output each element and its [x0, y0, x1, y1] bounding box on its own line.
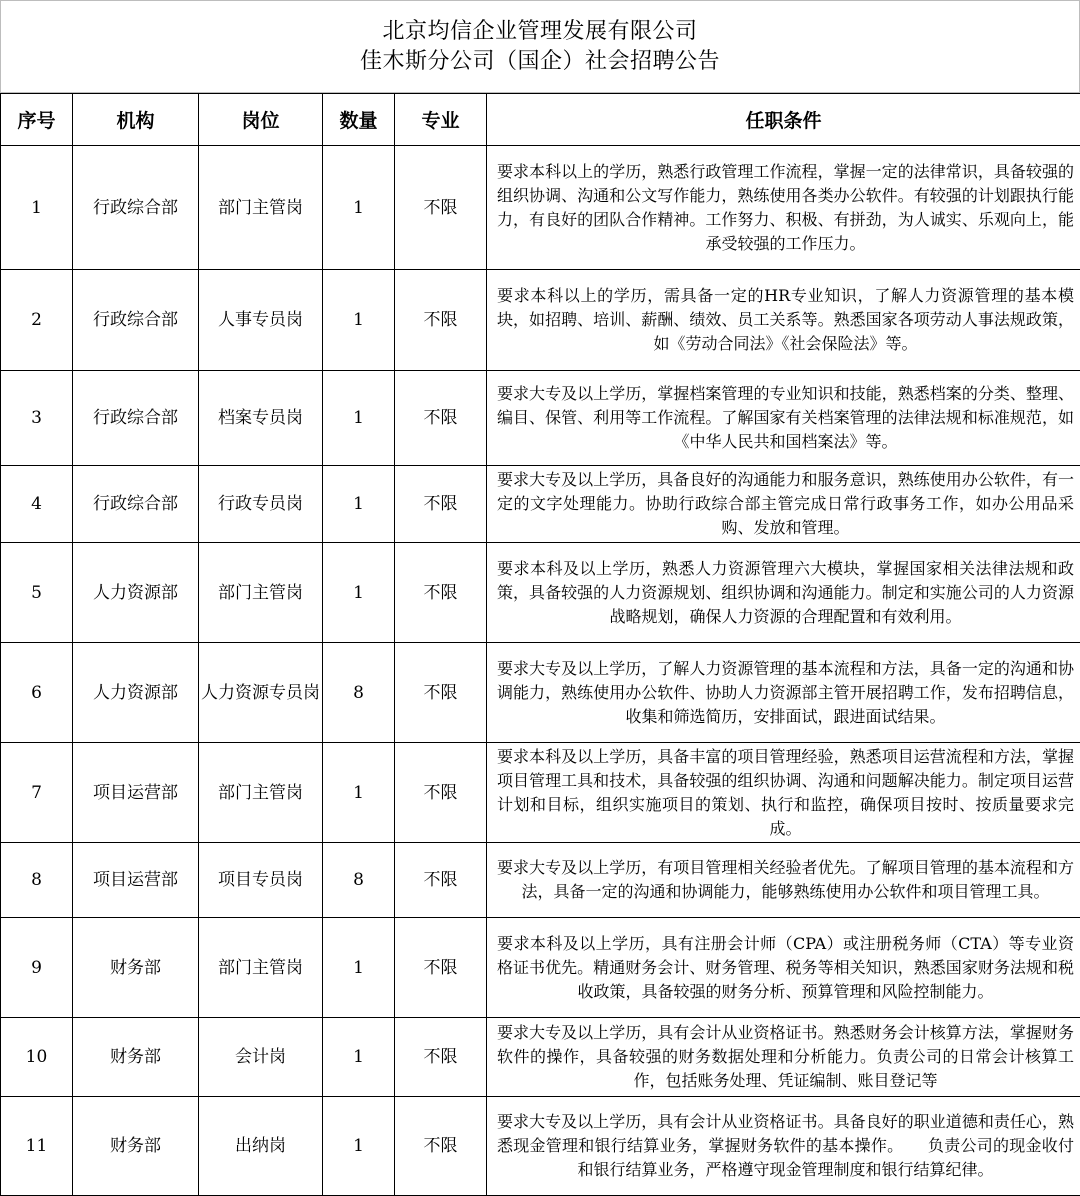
positions-table — [0, 93, 1080, 1196]
row-headcount: 1 — [323, 270, 395, 371]
row-major: 不限 — [395, 843, 487, 918]
row-headcount: 8 — [323, 643, 395, 743]
row-requirements: 要求本科及以上学历，具备丰富的项目管理经验，熟悉项目运营流程和方法，掌握项目管理工具和技术，具备较强的组织协调、沟通和问题解决能力。制定项目运营计划和目标，组织实施项目的策划、执行和监控，确保项目按时、按质量要求完成。 — [487, 743, 1080, 843]
table-row — [1, 371, 1080, 466]
row-number: 1 — [1, 146, 73, 270]
row-major: 不限 — [395, 371, 487, 466]
table-row — [1, 146, 1080, 270]
company-name: 北京均信企业管理发展有限公司 — [382, 17, 697, 47]
table-row — [1, 543, 1080, 643]
row-headcount: 1 — [323, 466, 395, 543]
row-department: 行政综合部 — [73, 371, 199, 466]
row-department: 财务部 — [73, 918, 199, 1018]
row-position: 档案专员岗 — [199, 371, 323, 466]
row-major: 不限 — [395, 270, 487, 371]
row-requirements: 要求本科及以上学历，具有注册会计师（CPA）或注册税务师（CTA）等专业资格证书优先。精通财务会计、财务管理、税务等相关知识，熟悉国家财务法规和税收政策，具备较强的财务分析、预算管理和风险控制能力。 — [487, 918, 1080, 1018]
table-row — [1, 643, 1080, 743]
row-headcount: 1 — [323, 543, 395, 643]
row-number: 4 — [1, 466, 73, 543]
row-requirements: 要求大专及以上学历，具有会计从业资格证书。具备良好的职业道德和责任心，熟悉现金管理和银行结算业务，掌握财务软件的基本操作。 负责公司的现金收付和银行结算业务，严格遵守现金管理制度和银行结算纪律。 — [487, 1097, 1080, 1196]
row-department: 行政综合部 — [73, 466, 199, 543]
row-number: 5 — [1, 543, 73, 643]
row-requirements: 要求本科及以上学历，熟悉人力资源管理六大模块，掌握国家相关法律法规和政策，具备较强的人力资源规划、组织协调和沟通能力。制定和实施公司的人力资源战略规划，确保人力资源的合理配置和有效利用。 — [487, 543, 1080, 643]
row-headcount: 1 — [323, 1018, 395, 1097]
row-major: 不限 — [395, 1018, 487, 1097]
table-row — [1, 843, 1080, 918]
row-major: 不限 — [395, 543, 487, 643]
row-position: 人事专员岗 — [199, 270, 323, 371]
col-header-dept: 机构 — [73, 94, 199, 146]
row-requirements: 要求大专及以上学历，了解人力资源管理的基本流程和方法，具备一定的沟通和协调能力，熟练使用办公软件、协助人力资源部主管开展招聘工作，发布招聘信息，收集和筛选简历，安排面试，跟进面试结果。 — [487, 643, 1080, 743]
row-department: 项目运营部 — [73, 743, 199, 843]
row-position: 部门主管岗 — [199, 146, 323, 270]
row-requirements: 要求大专及以上学历，有项目管理相关经验者优先。了解项目管理的基本流程和方法，具备一定的沟通和协调能力，能够熟练使用办公软件和项目管理工具。 — [487, 843, 1080, 918]
col-header-no: 序号 — [1, 94, 73, 146]
row-major: 不限 — [395, 146, 487, 270]
notice-subtitle: 佳木斯分公司（国企）社会招聘公告 — [360, 47, 720, 77]
col-header-requirements: 任职条件 — [487, 94, 1080, 146]
table-row — [1, 918, 1080, 1018]
row-requirements: 要求本科以上的学历，需具备一定的HR专业知识，了解人力资源管理的基本模块，如招聘、培训、薪酬、绩效、员工关系等。熟悉国家各项劳动人事法规政策，如《劳动合同法》《社会保险法》等。 — [487, 270, 1080, 371]
table-row — [1, 466, 1080, 543]
row-number: 2 — [1, 270, 73, 371]
row-major: 不限 — [395, 743, 487, 843]
row-requirements: 要求大专及以上学历，掌握档案管理的专业知识和技能，熟悉档案的分类、整理、编目、保管、利用等工作流程。了解国家有关档案管理的法律法规和标准规范，如《中华人民共和国档案法》等。 — [487, 371, 1080, 466]
row-position: 部门主管岗 — [199, 918, 323, 1018]
row-headcount: 1 — [323, 1097, 395, 1196]
row-position: 项目专员岗 — [199, 843, 323, 918]
row-requirements: 要求大专及以上学历，具有会计从业资格证书。熟悉财务会计核算方法，掌握财务软件的操作，具备较强的财务数据处理和分析能力。负责公司的日常会计核算工作，包括账务处理、凭证编制、账目登记等 — [487, 1018, 1080, 1097]
table-row — [1, 1018, 1080, 1097]
row-position: 部门主管岗 — [199, 743, 323, 843]
row-major: 不限 — [395, 643, 487, 743]
row-headcount: 1 — [323, 146, 395, 270]
row-headcount: 1 — [323, 371, 395, 466]
notice-title — [0, 0, 1080, 93]
row-position: 部门主管岗 — [199, 543, 323, 643]
table-header-row — [1, 94, 1080, 146]
col-header-count: 数量 — [323, 94, 395, 146]
row-position: 行政专员岗 — [199, 466, 323, 543]
row-number: 8 — [1, 843, 73, 918]
row-department: 财务部 — [73, 1018, 199, 1097]
row-number: 7 — [1, 743, 73, 843]
row-department: 行政综合部 — [73, 146, 199, 270]
table-row — [1, 270, 1080, 371]
row-department: 人力资源部 — [73, 643, 199, 743]
row-position: 人力资源专员岗 — [199, 643, 323, 743]
row-requirements: 要求本科以上的学历，熟悉行政管理工作流程，掌握一定的法律常识，具备较强的组织协调、沟通和公文写作能力，熟练使用各类办公软件。有较强的计划跟执行能力，有良好的团队合作精神。工作努力、积极、有拼劲，为人诚实、乐观向上，能承受较强的工作压力。 — [487, 146, 1080, 270]
table-row — [1, 743, 1080, 843]
row-headcount: 8 — [323, 843, 395, 918]
table-row — [1, 1097, 1080, 1196]
row-number: 9 — [1, 918, 73, 1018]
row-number: 6 — [1, 643, 73, 743]
row-department: 行政综合部 — [73, 270, 199, 371]
row-requirements: 要求大专及以上学历，具备良好的沟通能力和服务意识，熟练使用办公软件，有一定的文字处理能力。协助行政综合部主管完成日常行政事务工作，如办公用品采购、发放和管理。 — [487, 466, 1080, 543]
row-department: 人力资源部 — [73, 543, 199, 643]
row-major: 不限 — [395, 918, 487, 1018]
row-major: 不限 — [395, 1097, 487, 1196]
row-major: 不限 — [395, 466, 487, 543]
row-position: 出纳岗 — [199, 1097, 323, 1196]
row-headcount: 1 — [323, 918, 395, 1018]
row-department: 财务部 — [73, 1097, 199, 1196]
row-number: 3 — [1, 371, 73, 466]
col-header-major: 专业 — [395, 94, 487, 146]
row-position: 会计岗 — [199, 1018, 323, 1097]
row-number: 10 — [1, 1018, 73, 1097]
col-header-post: 岗位 — [199, 94, 323, 146]
row-department: 项目运营部 — [73, 843, 199, 918]
row-headcount: 1 — [323, 743, 395, 843]
row-number: 11 — [1, 1097, 73, 1196]
